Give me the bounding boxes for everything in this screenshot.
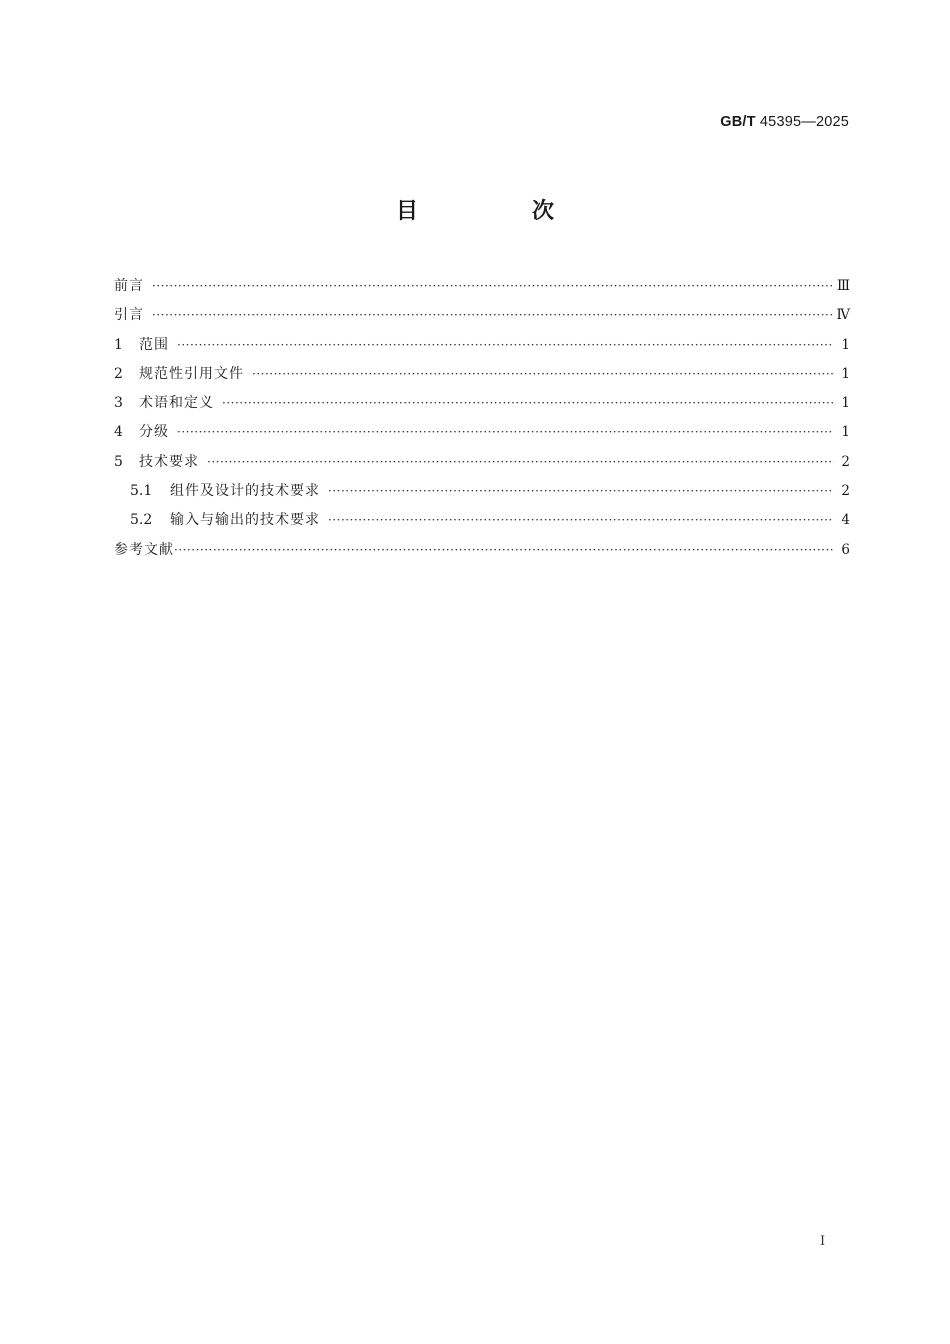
toc-entry-page: 1 [841,336,850,353]
toc-entry-label: 参考文献 [114,541,174,558]
toc-entry-label: 技术要求 [139,453,199,470]
toc-entry-number: 5.1 [130,483,153,500]
toc-entry-number: 4 [114,424,123,441]
toc-leader-dots [177,331,834,360]
toc-leader-dots [152,301,833,330]
toc-entry-introduction[interactable] [114,301,850,330]
toc-entry-page: Ⅳ [836,307,850,324]
toc-entry-label: 组件及设计的技术要求 [170,483,320,500]
toc-entry-terms-definitions[interactable] [114,389,850,418]
page-number: I [820,1234,826,1249]
toc-entry-page: 6 [841,541,850,558]
toc-entry-label: 引言 [114,307,144,324]
toc-leader-dots [328,506,834,535]
toc-entry-label: 前言 [114,278,144,294]
toc-entry-number: 2 [114,365,123,382]
toc-entry-label: 输入与输出的技术要求 [170,512,320,529]
table-of-contents [114,272,850,565]
toc-entry-technical-requirements[interactable] [114,448,850,477]
toc-entry-page: 4 [841,512,850,529]
toc-entry-page: 1 [841,365,850,382]
toc-leader-dots [152,272,833,301]
toc-entry-page: Ⅲ [836,278,850,294]
toc-entry-component-design-requirements[interactable] [114,477,850,506]
toc-entry-page: 2 [841,453,850,470]
toc-entry-number: 5 [114,453,123,470]
toc-entry-normative-references[interactable] [114,360,850,389]
toc-entry-label: 范围 [139,336,169,353]
toc-entry-page: 1 [841,424,850,441]
toc-leader-dots [328,477,834,506]
toc-entry-scope[interactable] [114,331,850,360]
standard-number: 45395—2025 [759,114,849,130]
toc-leader-dots [207,448,834,477]
toc-entry-page: 1 [841,395,850,412]
standard-prefix: GB/T [720,114,756,130]
toc-entry-foreword[interactable] [114,272,850,301]
toc-entry-number: 3 [114,395,123,412]
toc-leader-dots [177,418,834,447]
toc-entry-input-output-requirements[interactable] [114,506,850,535]
toc-leader-dots [174,536,834,565]
toc-entry-label: 规范性引用文件 [139,365,244,382]
toc-entry-number: 1 [114,336,123,353]
toc-entry-classification[interactable] [114,418,850,447]
page-title: 目 次 [395,199,600,224]
toc-entry-number: 5.2 [130,512,153,529]
toc-entry-bibliography[interactable] [114,536,850,565]
toc-entry-page: 2 [841,483,850,500]
toc-leader-dots [222,389,834,418]
standard-code [720,114,849,130]
toc-leader-dots [252,360,834,389]
toc-entry-label: 术语和定义 [139,395,214,412]
toc-entry-label: 分级 [139,424,169,441]
